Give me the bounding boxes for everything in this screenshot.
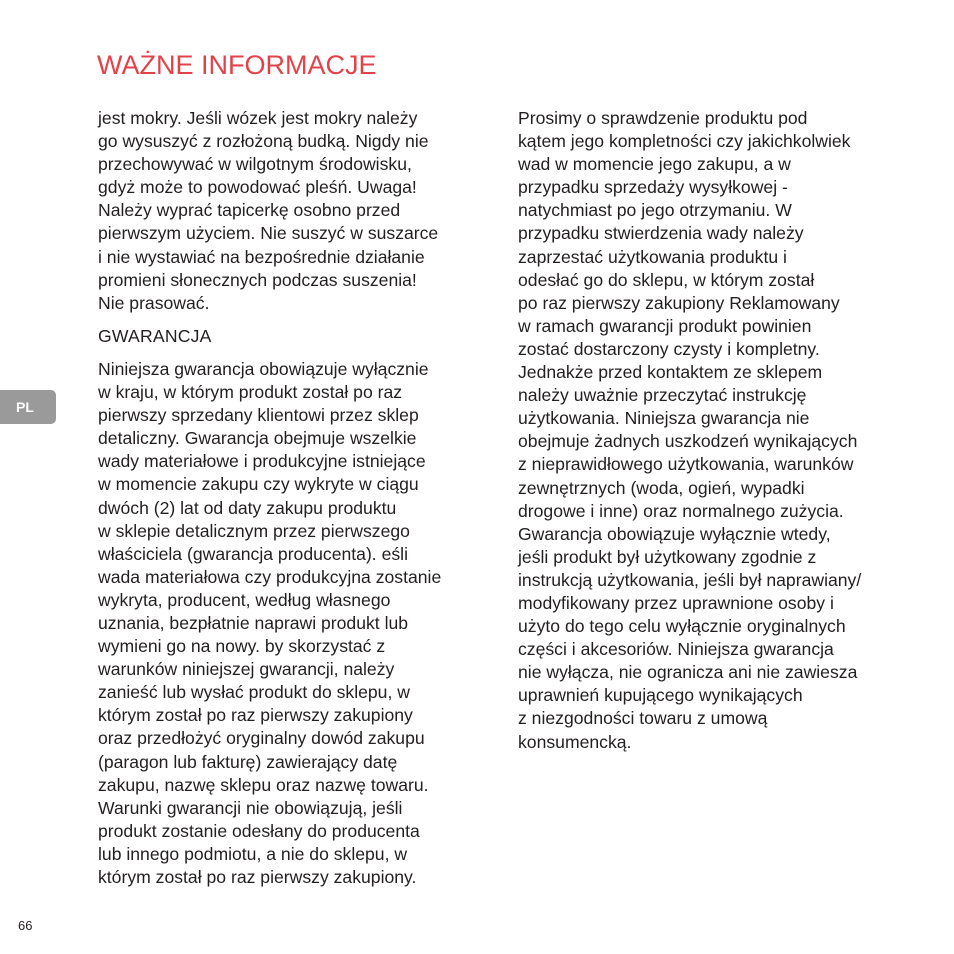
warranty-paragraph [98, 358, 441, 889]
text-line: wymieni go na nowy. by skorzystać z [98, 636, 386, 657]
warranty-heading: GWARANCJA [98, 325, 212, 346]
text-line: Nie prasować. [98, 292, 210, 313]
text-line: produkt zostanie odesłany do producenta [98, 820, 420, 841]
text-line: instrukcją użytkowania, jeśli był naprawiany/ [518, 569, 862, 590]
text-line: odesłać go do sklepu, w którym został [518, 269, 815, 290]
inspection-paragraph [518, 107, 861, 754]
text-line: konsumencką. [518, 731, 632, 752]
text-line: części i akcesoriów. Niniejsza gwarancja [518, 639, 834, 660]
text-line: gdyż może to powodować pleśń. Uwaga! [98, 177, 417, 198]
text-line: pierwszym użyciem. Nie suszyć w suszarce [98, 223, 439, 244]
text-line: przypadku sprzedaży wysyłkowej - [518, 177, 788, 198]
text-line: w ramach gwarancji produkt powinien [518, 315, 812, 336]
text-line: modyfikowany przez uprawnione osoby i [518, 592, 834, 613]
text-line: w momencie zakupu czy wykryte w ciągu [98, 474, 419, 495]
text-line: z nieprawidłowego użytkowania, warunków [518, 454, 854, 475]
text-line: Należy wyprać tapicerkę osobno przed [98, 200, 401, 221]
text-line: z niezgodności towaru z umową [518, 708, 768, 729]
page-title: WAŻNE INFORMACJE [97, 50, 377, 80]
text-line: obejmuje żadnych uszkodzeń wynikających [518, 431, 858, 452]
text-line: którym został po raz pierwszy zakupiony [98, 705, 413, 726]
text-line: promieni słonecznych podczas suszenia! [98, 269, 417, 290]
intro-paragraph [98, 107, 441, 315]
text-line: przypadku stwierdzenia wady należy [518, 223, 804, 244]
text-line: Warunki gwarancji nie obowiązują, jeśli [98, 797, 403, 818]
text-line: wady materiałowe i produkcyjne istniejące [98, 451, 426, 472]
text-line: użyto do tego celu wyłącznie oryginalnych [518, 616, 846, 637]
text-line: należy uważnie przeczytać instrukcję [518, 385, 807, 406]
text-line: wada materiałowa czy produkcyjna zostanie [98, 566, 442, 587]
text-line: i nie wystawiać na bezpośrednie działanie [98, 246, 425, 267]
text-line: warunków niniejszej gwarancji, należy [98, 659, 395, 680]
text-line: jest mokry. Jeśli wózek jest mokry należy [98, 108, 418, 128]
text-line: zewnętrznych (woda, ogień, wypadki [518, 477, 805, 498]
text-line: detaliczny. Gwarancja obejmuje wszelkie [98, 428, 417, 449]
text-line: przechowywać w wilgotnym środowisku, [98, 154, 412, 175]
language-tab: PL [0, 390, 56, 424]
text-line: wad w momencie jego zakupu, a w [518, 154, 791, 175]
text-line: właściciela (gwarancja producenta). eśli [98, 543, 408, 564]
text-line: natychmiast po jego otrzymaniu. W [518, 200, 792, 221]
text-line: uprawnień kupującego wynikających [518, 685, 803, 706]
text-line: (paragon lub fakturę) zawierający datę [98, 751, 398, 772]
text-line: w sklepie detalicznym przez pierwszego [98, 520, 410, 541]
text-line: lub innego podmiotu, a nie do sklepu, w [98, 843, 408, 864]
text-line: jeśli produkt był użytkowany zgodnie z [518, 546, 817, 567]
text-line: użytkowania. Niniejsza gwarancja nie [518, 408, 810, 429]
text-line: zakupu, nazwę sklepu oraz nazwę towaru. [98, 774, 429, 795]
text-line: Niniejsza gwarancja obowiązuje wyłącznie [98, 358, 429, 379]
right-column [518, 107, 861, 754]
text-line: w kraju, w którym produkt został po raz [98, 382, 403, 403]
text-line: pierwszy sprzedany klientowi przez sklep [98, 405, 419, 426]
text-line: drogowe i inne) oraz normalnego zużycia. [518, 500, 844, 521]
text-line: Gwarancja obowiązuje wyłącznie wtedy, [518, 523, 831, 544]
text-line: oraz przedłożyć oryginalny dowód zakupu [98, 728, 425, 749]
text-line: nie wyłącza, nie ogranicza ani nie zawiesza [518, 662, 858, 683]
text-line: po raz pierwszy zakupiony Reklamowany [518, 292, 840, 313]
text-line: kątem jego kompletności czy jakichkolwiek [518, 131, 851, 152]
text-line: Prosimy o sprawdzenie produktu pod [518, 108, 808, 128]
text-line: zostać dostarczony czysty i kompletny. [518, 338, 820, 359]
text-line: uznania, bezpłatnie naprawi produkt lub [98, 612, 409, 633]
text-line: którym został po raz pierwszy zakupiony. [98, 867, 417, 887]
text-line: go wysuszyć z rozłożoną budką. Nigdy nie [98, 131, 429, 152]
text-line: Jednakże przed kontaktem ze sklepem [518, 362, 823, 383]
text-line: dwóch (2) lat od daty zakupu produktu [98, 497, 397, 518]
text-line: wykryta, producent, według własnego [98, 589, 391, 610]
text-line: zanieść lub wysłać produkt do sklepu, w [98, 682, 410, 703]
page-number: 66 [18, 918, 33, 933]
left-column [98, 107, 441, 889]
text-line: zaprzestać użytkowania produktu i [518, 246, 787, 267]
